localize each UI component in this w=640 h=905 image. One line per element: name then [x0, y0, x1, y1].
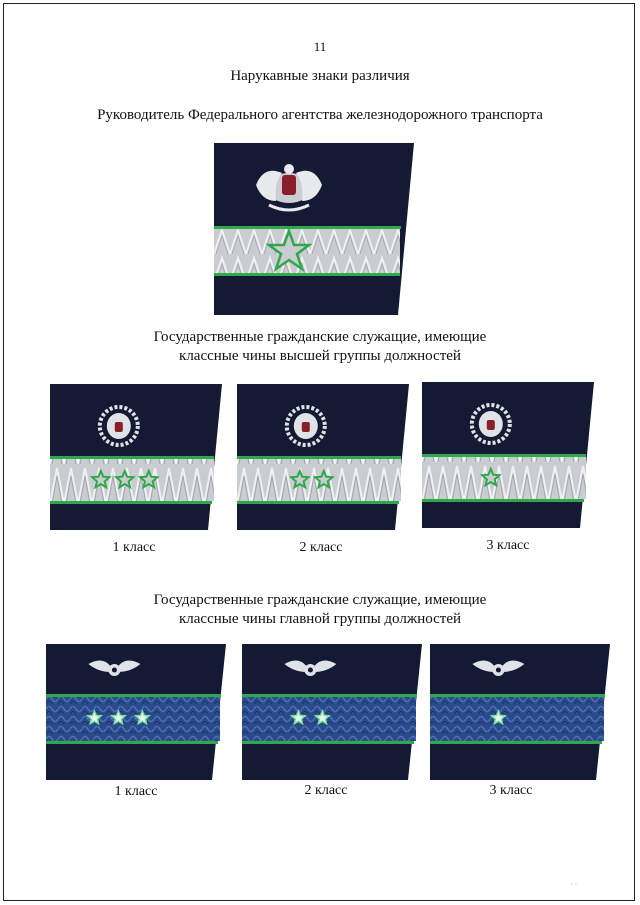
page-number: 11: [313, 39, 327, 54]
section2-heading: [0, 328, 640, 366]
head-sleeve-insignia: [214, 143, 414, 315]
section3-heading-line2: классные чины главной группы должностей: [178, 611, 462, 627]
section2-caption-3: 3 класс: [486, 538, 530, 553]
sleeve-insignia-main-2: [242, 644, 422, 780]
sleeve-insignia-main-3: [430, 644, 610, 780]
section3-caption-2: 2 класс: [304, 783, 348, 798]
section2-heading-line2: классные чины высшей группы должностей: [179, 348, 461, 364]
section3-heading: [0, 591, 640, 629]
section3-caption-3: 3 класс: [489, 783, 533, 798]
section3-heading-line1: Государственные гражданские служащие, имеющие: [153, 592, 487, 608]
sleeve-insignia-senior-2: [237, 384, 409, 530]
section2-caption-1: 1 класс: [112, 540, 156, 555]
sleeve-insignia-senior-1: [50, 384, 222, 530]
page-title: Нарукавные знаки различия: [230, 68, 410, 84]
section1-heading: Руководитель Федерального агентства железнодорожного транспорта: [97, 107, 543, 123]
section2-heading-line1: Государственные гражданские служащие, имеющие: [153, 329, 487, 345]
sleeve-insignia-main-1: [46, 644, 226, 780]
sleeve-insignia-senior-3: [422, 382, 594, 528]
section2-caption-2: 2 класс: [299, 540, 343, 555]
section3-caption-1: 1 класс: [114, 784, 158, 799]
scan-mark: · ·: [570, 880, 578, 889]
